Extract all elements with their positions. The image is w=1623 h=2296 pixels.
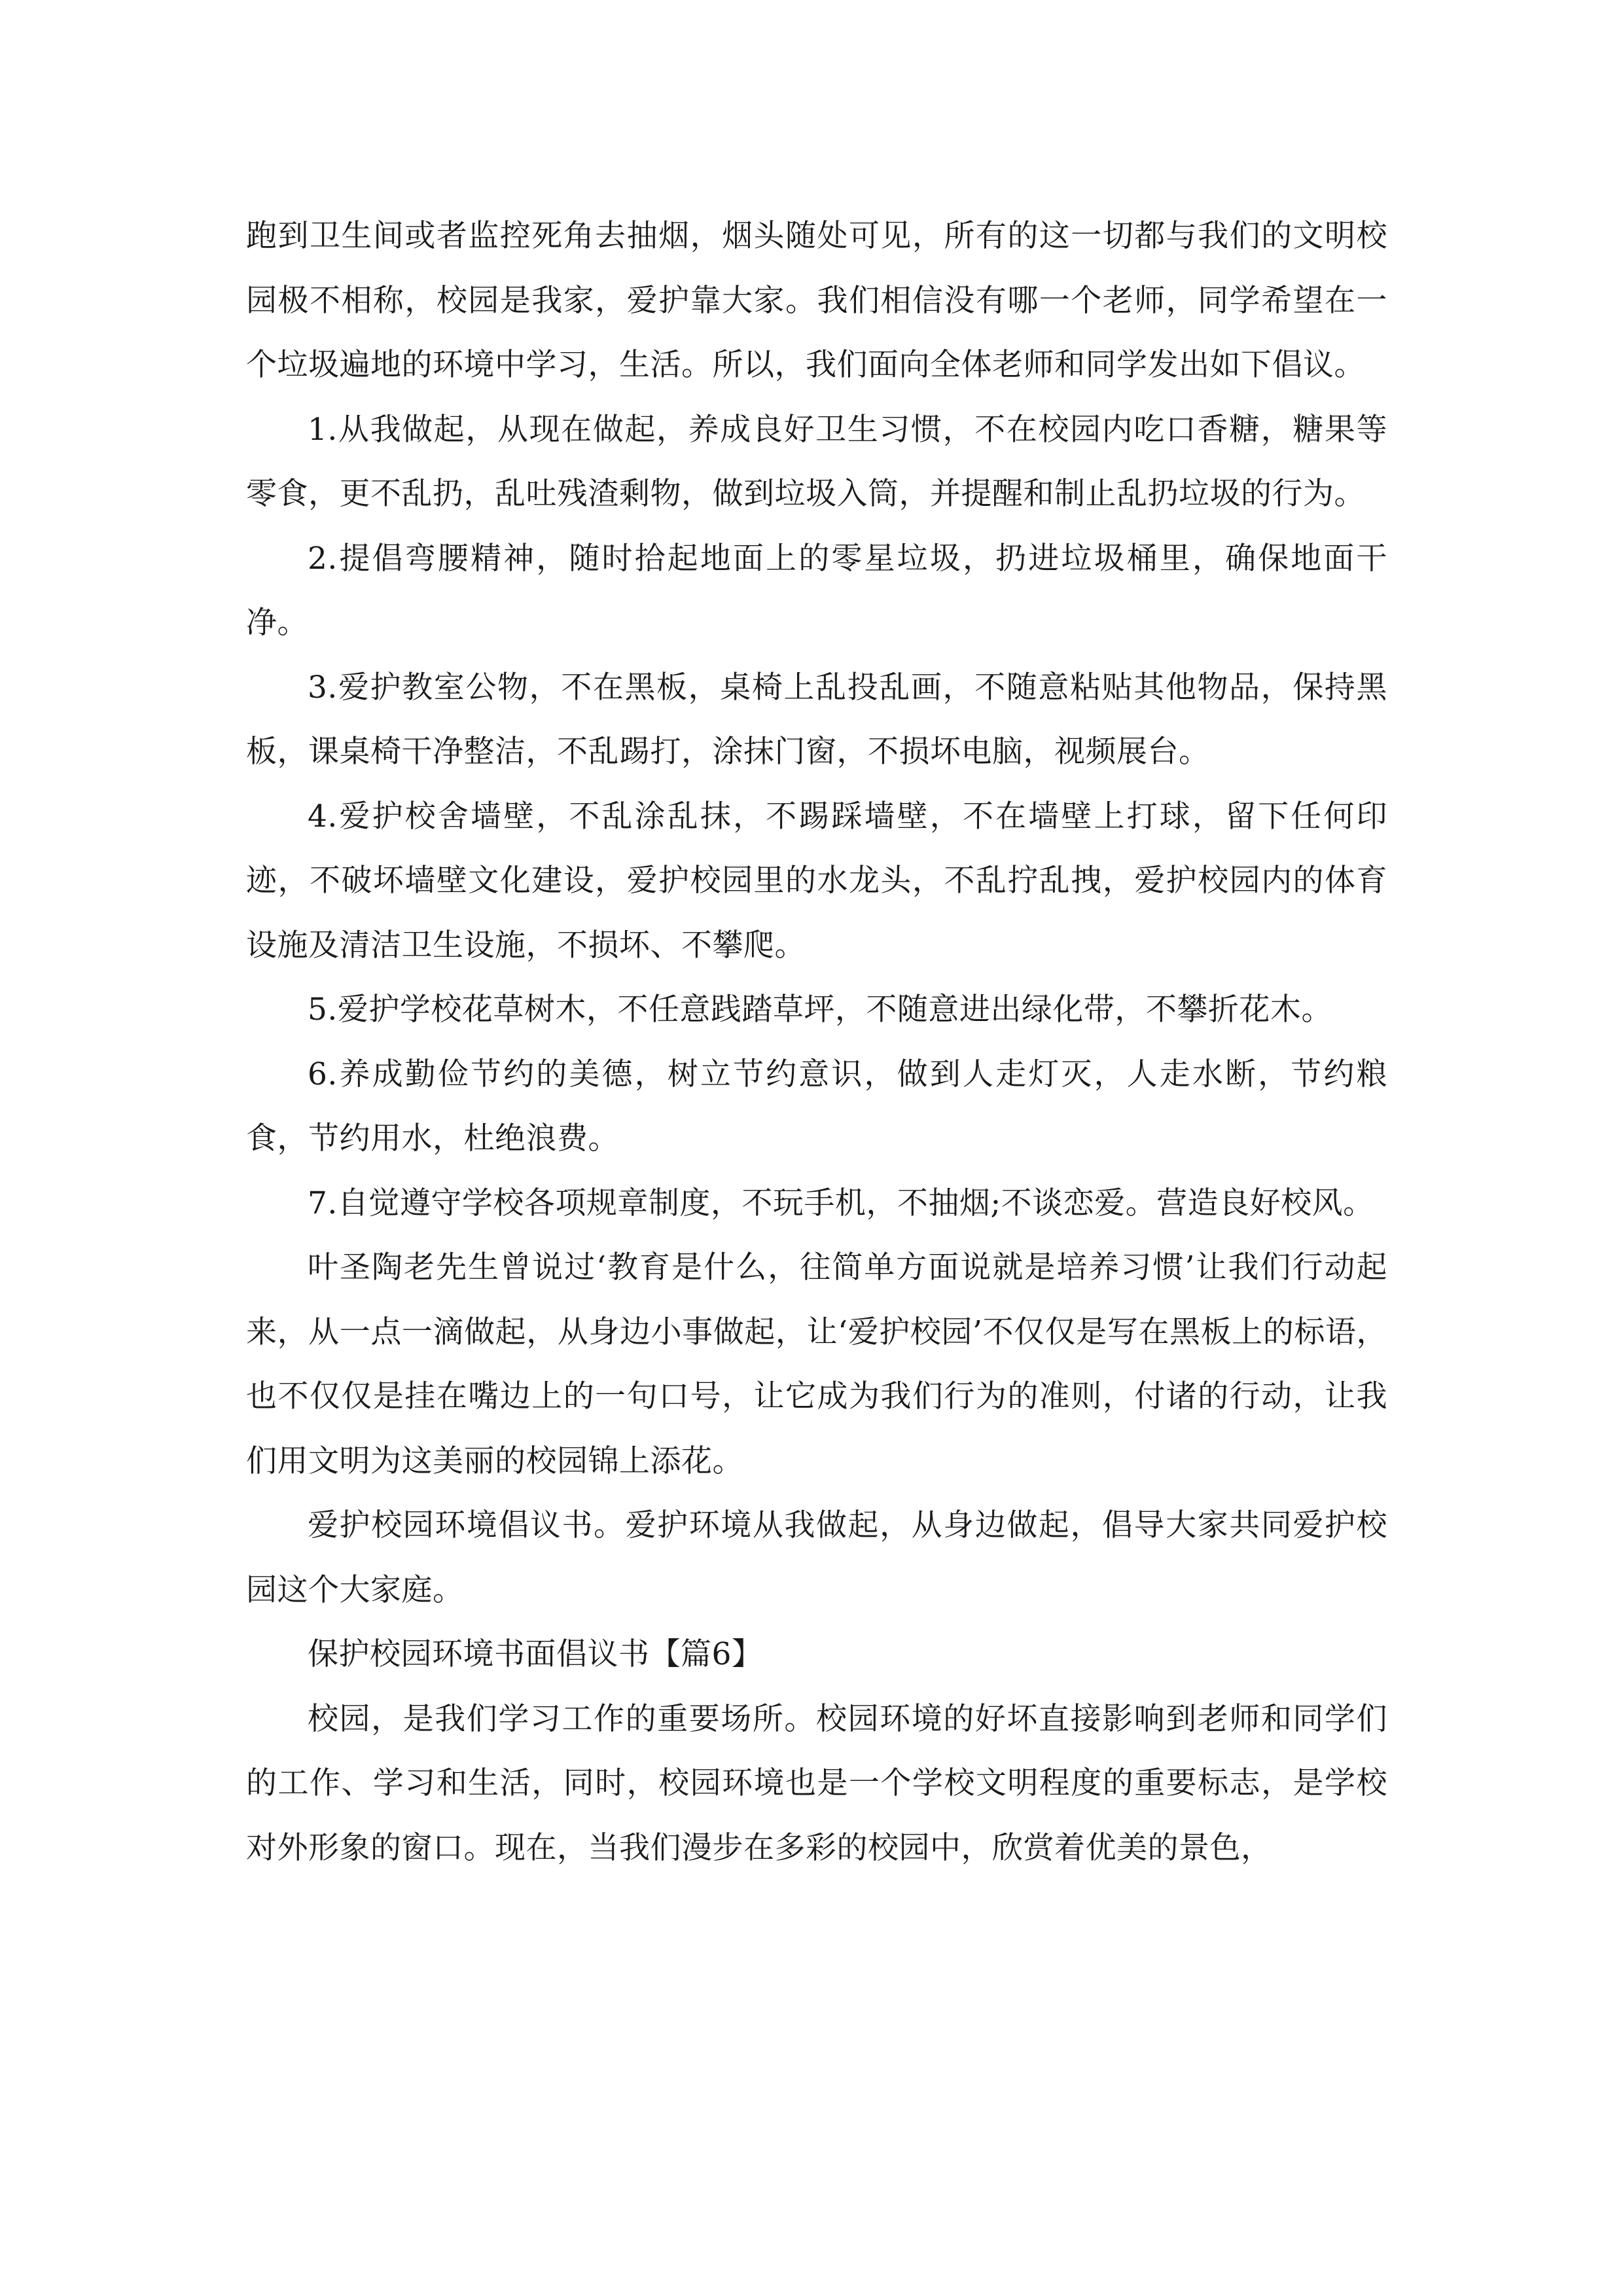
summary-paragraph: 爱护校园环境倡议书。爱护环境从我做起，从身边做起，倡导大家共同爱护校园这个大家庭。 (246, 1507, 1387, 1608)
closing-paragraph: 叶圣陶老先生曾说过‘教育是什么，往简单方面说就是培养习惯’让我们行动起来，从一点一滴做起，从身边小事做起，让‘爱护校园’不仅仅是写在黑板上的标语，也不仅仅是挂在嘴边上的一句口号，让它成为我们行为的准则，付诸的行动，让我们用文明为这美丽的校园锦上添花。 (246, 1249, 1387, 1479)
section-heading: 保护校园环境书面倡议书【篇6】 (308, 1636, 763, 1672)
proposal-item-2: 2.提倡弯腰精神，随时拾起地面上的零星垃圾，扔进垃圾桶里，确保地面干净。 (246, 540, 1387, 641)
proposal-item-4: 4.爱护校舍墙壁，不乱涂乱抹，不踢踩墙壁，不在墙壁上打球，留下任何印迹，不破坏墙壁文化建设，爱护校园里的水龙头，不乱拧乱拽，爱护校园内的体育设施及清洁卫生设施，不损坏、不攀爬。 (246, 798, 1387, 963)
section-intro-paragraph: 校园，是我们学习工作的重要场所。校园环境的好坏直接影响到老师和同学们的工作、学习和生活，同时，校园环境也是一个学校文明程度的重要标志，是学校对外形象的窗口。现在，当我们漫步在多彩的校园中，欣赏着优美的景色， (246, 1700, 1387, 1866)
document-body (246, 204, 1387, 1880)
proposal-item-5: 5.爱护学校花草树木，不任意践踏草坪，不随意进出绿化带，不攀折花木。 (308, 992, 1332, 1028)
proposal-item-7: 7.自觉遵守学校各项规章制度，不玩手机，不抽烟;不谈恋爱。营造良好校风。 (308, 1185, 1374, 1221)
proposal-item-3: 3.爱护教室公物，不在黑板，桌椅上乱投乱画，不随意粘贴其他物品，保持黑板，课桌椅干净整洁，不乱踢打，涂抹门窗，不损坏电脑，视频展台。 (246, 669, 1387, 770)
proposal-item-1: 1.从我做起，从现在做起，养成良好卫生习惯，不在校园内吃口香糖，糖果等零食，更不乱扔，乱吐残渣剩物，做到垃圾入筒，并提醒和制止乱扔垃圾的行为。 (246, 411, 1387, 512)
proposal-item-6: 6.养成勤俭节约的美德，树立节约意识，做到人走灯灭，人走水断，节约粮食，节约用水，杜绝浪费。 (246, 1056, 1387, 1157)
paragraph-continuation: 跑到卫生间或者监控死角去抽烟，烟头随处可见，所有的这一切都与我们的文明校园极不相称，校园是我家，爱护靠大家。我们相信没有哪一个老师，同学希望在一个垃圾遍地的环境中学习，生活。所以，我们面向全体老师和同学发出如下倡议。 (246, 218, 1387, 383)
